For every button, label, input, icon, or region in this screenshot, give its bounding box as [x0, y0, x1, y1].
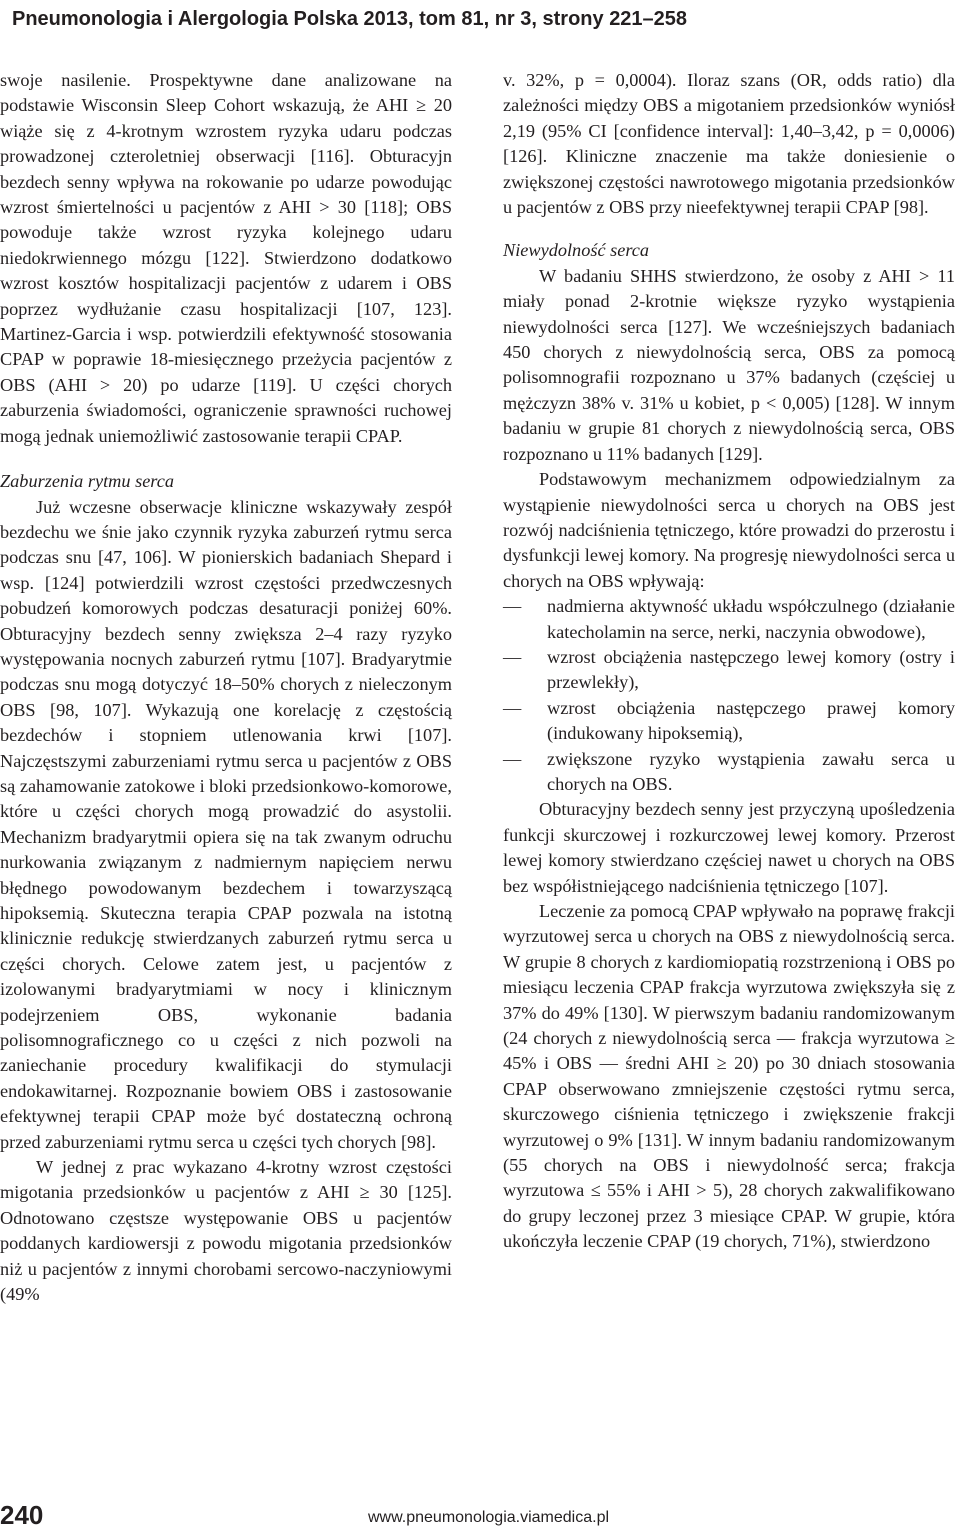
dash-marker: —: [503, 697, 522, 718]
dash-marker: —: [503, 596, 522, 617]
factor-list: [503, 594, 955, 797]
right-paragraph-4: Obturacyjny bezdech senny jest przyczyną upośledzenia funkcji skurczowej i rozkurczowej lewej komory. Przerost lewej komory stwierdzano częściej nawet u chorych na OBS bez współistniejącego nadciśnienia tętniczego [107].: [503, 799, 955, 896]
left-paragraph-1: swoje nasilenie. Prospektywne dane analizowane na podstawie Wisconsin Sleep Cohort wskazują, że AHI ≥ 20 wiąże się z 4-krotnym wzrostem ryzyka udaru podczas prowadzonej czteroletniej obserwacji [116]. Obturacyjn bezdech senny wpływa na rokowanie po udarze powodując wzrost śmiertelności u pacjentów z AHI > 30 [118]; OBS powoduje także wzrost ryzyka kolejnego udaru niedokrwiennego mózgu [122]. Stwierdzono dodatkowo wzrost kosztów hospitalizacji pacjentów z udarem i OBS poprzez wydłużanie czasu hospitalizacji [107, 123]. Martinez-Garcia i wsp. potwierdzili efektywność stosowania CPAP w poprawie 18-miesięcznego przeżycia pacjentów z OBS (AHI > 20) po udarze [119]. U części chorych zaburzenia świadomości, ograniczenie sprawności ruchowej mogą jednak uniemożliwić zastosowanie terapii CPAP.: [0, 70, 452, 446]
page-number: 240: [0, 1500, 44, 1530]
journal-url: www.pneumonologia.viamedica.pl: [368, 1509, 610, 1526]
list-item: [503, 696, 955, 747]
list-item-text: nadmierna aktywność układu współczulnego (działanie katecholamin na serce, nerki, naczynia obwodowe),: [547, 596, 955, 642]
right-paragraph-5: Leczenie za pomocą CPAP wpływało na poprawę frakcji wyrzutowej serca u chorych na OBS z niewydolnością serca. W grupie 8 chorych z kardiomiopatią rozstrzenioną i OBS po miesiącu leczenia CPAP frakcja wyrzutowa zwiększyła się z 37% do 49% [130]. W pierwszym badaniu randomizowanym (24 chorych z niewydolnością serca — frakcja wyrzutowa ≥ 45% i OBS — średni AHI ≥ 20) po 30 dniach stosowania CPAP obserwowano zmniejszenie częstości rytmu serca, skurczowego ciśnienia tętniczego i zwiększenie frakcji wyrzutowej o 9% [131]. W innym badaniu randomizowanym (55 chorych na OBS i niewydolność serca; frakcja wyrzutowa ≤ 55% i AHI > 5), 28 chorych zakwalifikowano do grupy leczonej przez 3 miesiące CPAP. W grupie, która ukończyła leczenie CPAP (19 chorych, 71%), stwierdzono: [503, 901, 955, 1252]
section-heading-arrhythmia: Zaburzenia rytmu serca: [0, 471, 175, 492]
list-item: [503, 594, 955, 645]
dash-marker: —: [503, 748, 522, 769]
list-item-text: wzrost obciążenia następczego lewej komory (ostry i przewlekły),: [547, 646, 955, 693]
journal-citation: Pneumonologia i Alergologia Polska 2013, tom 81, nr 3, strony 221–258: [12, 8, 688, 30]
left-column: [0, 68, 452, 1308]
list-item: [503, 645, 955, 696]
list-item-text: zwiększone ryzyko wystąpienia zawału serca u chorych na OBS.: [547, 748, 955, 794]
running-header: [0, 0, 960, 44]
left-paragraph-2: Już wczesne obserwacje kliniczne wskazywały zespół bezdechu we śnie jako czynnik ryzyka zaburzeń rytmu serca podczas snu [47, 106]. W pionierskich badaniach Shepard i wsp. [124] potwierdzili wzrost częstości przedwczesnych pobudzeń komorowych podczas desaturacji poniżej 60%. Obturacyjny bezdech senny zwiększa 2–4 razy ryzyko występowania nocnych zaburzeń rytmu [107]. Bradyarytmie podczas snu mogą dotyczyć 18–50% chorych z nieleczonym OBS [98, 107]. Wykazują one korelację z częstością bezdechów i stopniem utlenowania krwi [107]. Najczęstszymi zaburzeniami rytmu serca u pacjentów z OBS są zahamowanie zatokowe i bloki przedsionkowo-komorowe, które u części chorych mogą prowadzić do asystolii. Mechanizm bradyarytmii opiera się na tak zwanym odruchu nurkowania związanym z nadmiernym napięciem nerwu błędnego powodowanym bezdechem i towarzyszącą hipoksemią. Skuteczna terapia CPAP pozwala na istotną klinicznie redukcję stwierdzanych zaburzeń rytmu serca u części chorych. Celowe zatem jest, u pacjentów z izolowanymi bradyarytmiami w nocy i klinicznym podejrzeniem OBS, wykonanie badania polisomnograficznego co u części z nich pozwoli na zaniechanie procedury kwalifikacji do stymulacji endokawitarnej. Rozpoznanie bowiem OBS i zastosowanie efektywnej terapii CPAP może być dostateczną ochroną przed zaburzeniami rytmu serca u części tych chorych [98].: [0, 496, 452, 1152]
right-column: [503, 68, 955, 1255]
list-item: [503, 747, 955, 798]
right-paragraph-1: v. 32%, p = 0,0004). Iloraz szans (OR, odds ratio) dla zależności między OBS a migotaniem przedsionków wyniósł 2,19 (95% CI [confidence interval]: 1,40–3,42, p = 0,0006) [126]. Kliniczne znaczenie ma także doniesienie o zwiększonej częstości nawrotowego migotania przedsionków u pacjentów z OBS przy nieefektywnej terapii CPAP [98].: [503, 70, 955, 218]
right-paragraph-2: W badaniu SHHS stwierdzono, że osoby z AHI > 11 miały ponad 2-krotnie większe ryzyko wystąpienia niewydolności serca [127]. We wcześniejszych badaniach 450 chorych z niewydolnością serca, OBS za pomocą polisomnografii rozpoznano u 37% badanych (częściej u mężczyzn 38% v. 31% u kobiet, p < 0,005) [128]. W innym badaniu w grupie 81 chorych z niewydolnością serca, OBS rozpoznano u 11% badanych [129].: [503, 265, 955, 464]
list-item-text: wzrost obciążenia następczego prawej komory (indukowany hipoksemią),: [547, 697, 955, 744]
dash-marker: —: [503, 646, 522, 667]
section-heading-heart-failure: Niewydolność serca: [503, 240, 650, 261]
left-paragraph-3: W jednej z prac wykazano 4-krotny wzrost częstości migotania przedsionków u pacjentów z AHI ≥ 30 [125]. Odnotowano częstsze występowanie OBS u pacjentów poddanych kardiowersji z powodu migotania przedsionków niż u pacjentów z innymi chorobami sercowo-naczyniowymi (49%: [0, 1157, 452, 1305]
right-paragraph-3: Podstawowym mechanizmem odpowiedzialnym za wystąpienie niewydolności serca u chorych na OBS jest rozwój nadciśnienia tętniczego, które prowadzi do przerostu i dysfunkcji lewej komory. Na progresję niewydolności serca u chorych na OBS wpływają:: [503, 469, 955, 591]
